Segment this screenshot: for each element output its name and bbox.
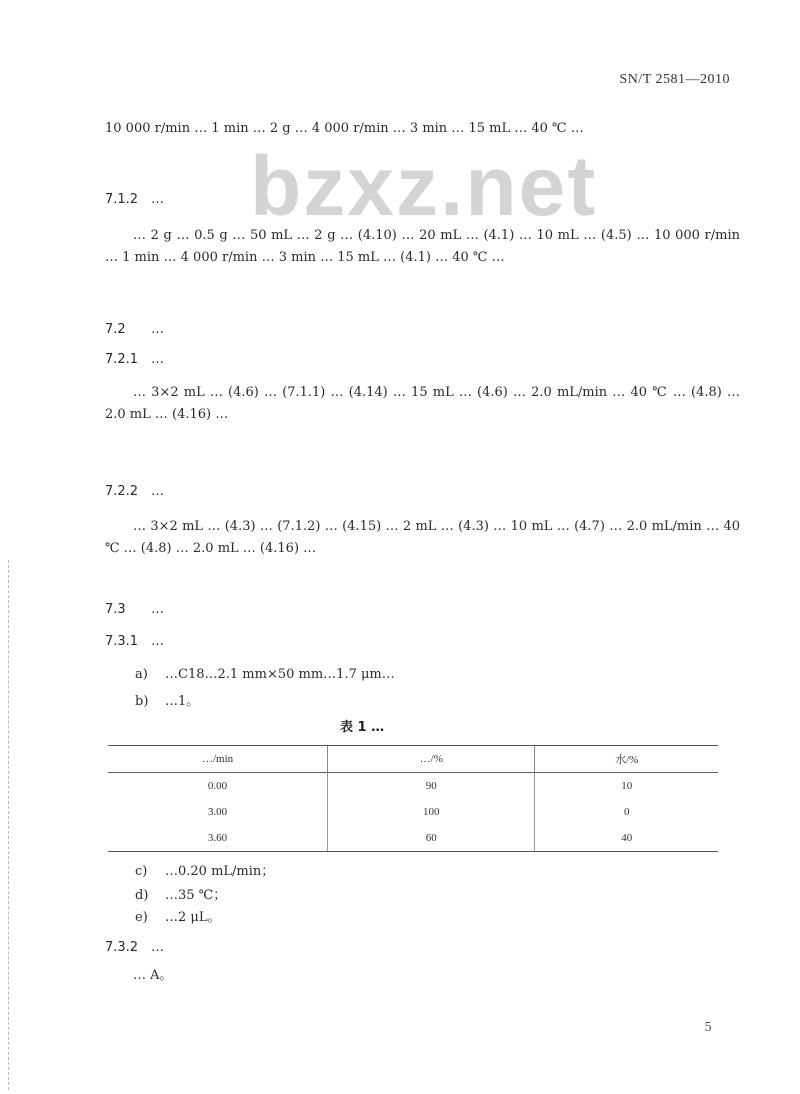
section-title: … [151, 634, 164, 649]
list-text: …0.20 mL/min； [165, 864, 275, 879]
paragraph-cleanup-vegetables: … 3×2 mL … (4.6) … (7.1.1) … (4.14) … 15 mL … (4.6) … 2.0 mL/min … 40 ℃ … (4.8) … 2.0 mL … (4.16) … [105, 385, 740, 422]
table-caption: 表 1 … [340, 720, 385, 735]
paragraph-continuation: 10 000 r/min … 1 min … 2 g … 4 000 r/min … 3 min … 15 mL … 40 ℃ … [105, 121, 584, 136]
table-row [108, 825, 718, 852]
gradient-table [108, 745, 718, 852]
section-number: 7.1.2 [105, 192, 139, 207]
list-item-b [135, 690, 199, 709]
section-heading-7-3 [105, 602, 164, 617]
section-title: … [151, 192, 164, 207]
list-text: …2 μL。 [165, 910, 221, 925]
section-heading-7-2-2 [105, 484, 164, 499]
section-number: 7.3.1 [105, 634, 139, 649]
table-cell: 0.00 [207, 780, 228, 792]
table-row [108, 773, 718, 800]
table-cell: 3.00 [207, 806, 228, 818]
list-item-e [135, 906, 221, 925]
section-number: 7.3 [105, 602, 126, 617]
list-label: e) [135, 910, 148, 925]
section-number: 7.3.2 [105, 940, 139, 955]
section-title: … [151, 484, 164, 499]
paragraph-extraction-fish: … 2 g … 0.5 g … 50 mL … 2 g … (4.10) … 20 mL … (4.1) … 10 mL … (4.5) … 10 000 r/min … 1 min … 4 000 r/min … 3 min … 15 mL … (4.1) … 40 ℃ … [105, 228, 740, 265]
table-header-row [108, 746, 718, 773]
list-item-d [135, 884, 226, 903]
list-item-a [135, 667, 395, 682]
table-cell: 0 [535, 799, 718, 825]
list-text: …1。 [165, 694, 200, 709]
section-heading-7-1-2 [105, 192, 164, 207]
table-header-time: …/min [108, 746, 328, 773]
watermark: bzxz.net [250, 139, 598, 233]
section-heading-7-3-2 [105, 940, 164, 955]
section-heading-7-2 [105, 322, 164, 337]
list-label: b) [135, 694, 149, 709]
paragraph-ms-conditions: … A。 [133, 968, 173, 983]
section-heading-7-3-1 [105, 634, 164, 649]
table-cell: 90 [328, 773, 535, 800]
section-number: 7.2.1 [105, 352, 139, 367]
table-row [108, 799, 718, 825]
standard-code: SN/T 2581—2010 [619, 72, 730, 87]
list-text: …C18…2.1 mm×50 mm…1.7 μm… [165, 667, 395, 682]
section-number: 7.2 [105, 322, 126, 337]
page-number: 5 [704, 1020, 712, 1034]
table-cell: 10 [535, 773, 718, 800]
table-header-solvent: …/% [328, 746, 535, 773]
table-cell: 40 [535, 825, 718, 852]
list-label: d) [135, 888, 149, 903]
binding-margin-line [8, 560, 10, 1090]
list-item-c [135, 860, 274, 879]
table-header-water: 水/% [535, 746, 718, 773]
section-title: … [151, 602, 164, 617]
list-label: c) [135, 864, 148, 879]
list-text: …35 ℃； [165, 888, 227, 903]
section-number: 7.2.2 [105, 484, 139, 499]
section-title: … [151, 322, 164, 337]
section-title: … [151, 352, 164, 367]
table-cell: 60 [328, 825, 535, 852]
section-title: … [151, 940, 164, 955]
section-heading-7-2-1 [105, 352, 164, 367]
list-label: a) [135, 667, 148, 682]
table-cell: 100 [328, 799, 535, 825]
table-cell: 3.60 [108, 825, 328, 852]
paragraph-cleanup-fish: … 3×2 mL … (4.3) … (7.1.2) … (4.15) … 2 mL … (4.3) … 10 mL … (4.7) … 2.0 mL/min … 40 ℃ … (4.8) … 2.0 mL … (4.16) … [105, 519, 740, 556]
